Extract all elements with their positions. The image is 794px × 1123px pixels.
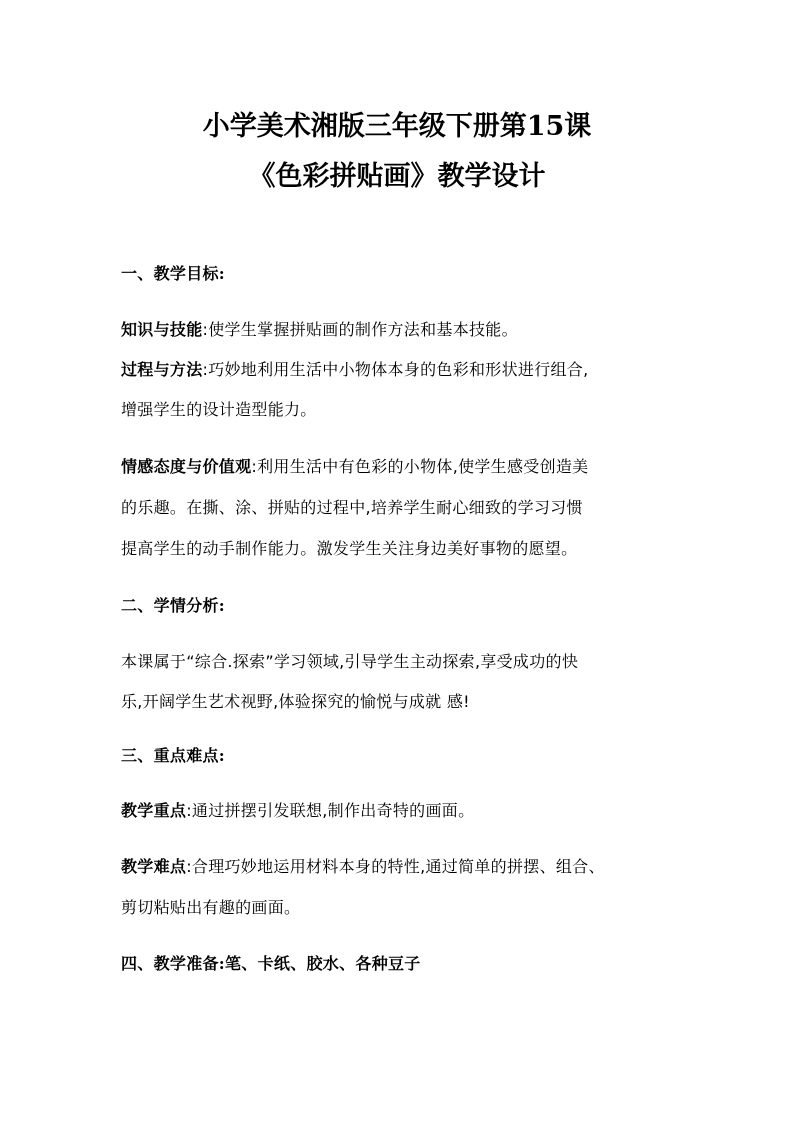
section-heading-analysis: 二、学情分析: xyxy=(121,596,226,615)
text-emotion-1: :利用生活中有色彩的小物体,使学生感受创造美 xyxy=(251,457,589,476)
text-difficulty-1: :合理巧妙地运用材料本身的特性,通过简单的拼摆、组合、 xyxy=(186,857,605,876)
paragraph-difficulty xyxy=(121,855,681,879)
document-title-line-1: 小学美术湘版三年级下册第15课 xyxy=(202,111,592,142)
text-analysis-2: 乐,开阔学生艺术视野,体验探究的愉悦与成就 感! xyxy=(121,692,470,711)
label-key-point: 教学重点 xyxy=(121,801,187,820)
paragraph-key-point xyxy=(121,799,681,823)
text-difficulty-2: 剪切粘贴出有趣的画面。 xyxy=(121,898,301,917)
text-key-point: :通过拼摆引发联想,制作出奇特的画面。 xyxy=(186,801,475,820)
text-emotion-2: 的乐趣。在撕、涂、拼贴的过程中,培养学生耐心细致的学习习惯 xyxy=(121,498,583,517)
document-title-line-2: 《色彩拼贴画》教学设计 xyxy=(248,161,546,192)
section-heading-key-points: 三、重点难点: xyxy=(121,746,226,765)
label-process: 过程与方法 xyxy=(121,360,203,379)
text-process-1: :巧妙地利用生活中小物体本身的色彩和形状进行组合, xyxy=(202,360,589,379)
label-emotion: 情感态度与价值观 xyxy=(121,457,252,476)
section-heading-preparation: 四、教学准备:笔、卡纸、胶水、各种豆子 xyxy=(121,954,421,973)
text-analysis-1: 本课属于“综合.探索”学习领域,引导学生主动探索,享受成功的快 xyxy=(121,652,579,671)
paragraph-process xyxy=(121,358,681,382)
label-difficulty: 教学难点 xyxy=(121,857,187,876)
paragraph-emotion xyxy=(121,455,681,479)
text-emotion-3: 提高学生的动手制作能力。激发学生关注身边美好事物的愿望。 xyxy=(121,539,578,558)
section-heading-objectives: 一、教学目标: xyxy=(121,264,226,283)
text-process-2: 增强学生的设计造型能力。 xyxy=(121,400,317,419)
label-knowledge: 知识与技能 xyxy=(121,320,203,339)
text-knowledge: :使学生掌握拼贴画的制作方法和基本技能。 xyxy=(202,320,518,339)
paragraph-knowledge xyxy=(121,318,681,342)
